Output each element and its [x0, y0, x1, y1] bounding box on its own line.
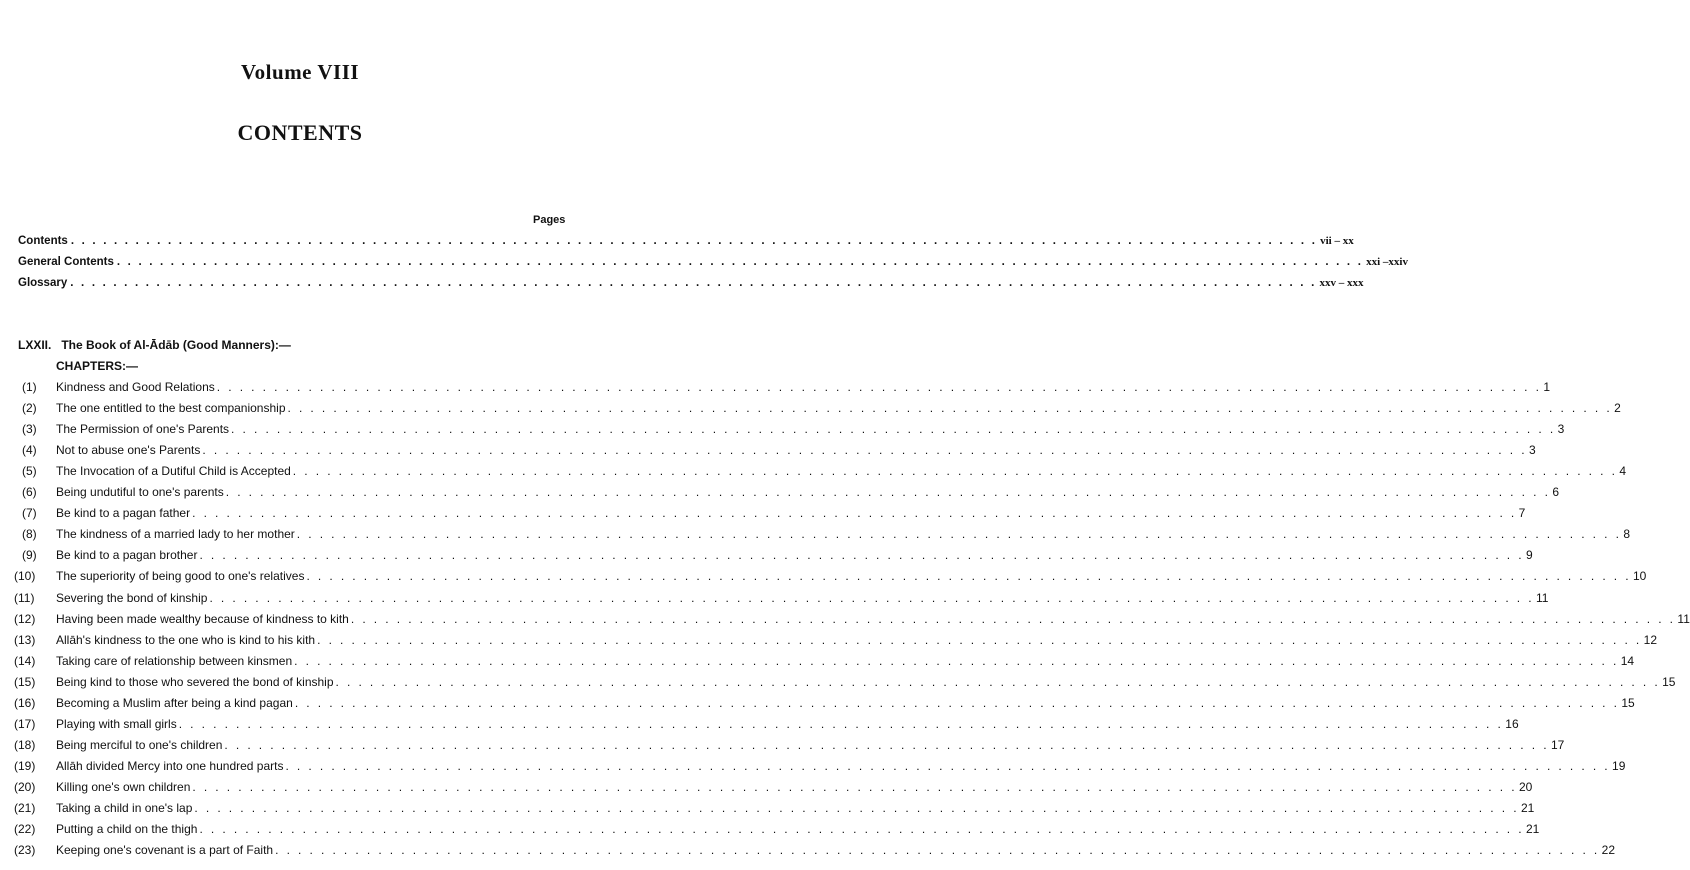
- leader-dots: . . . . . . . . . . . . . . . . . . . . . . . . . . . . . . . . . . . . . . . . . . . . . . . . . . . . . . . . . . . . . . . . . . . . . . . . . . . . . . . . . . . . . . . . . . . . . . . . . . . . . . . . . . . . . . . . . . . .: [292, 464, 1618, 479]
- chapter-title: Killing one's own children: [56, 779, 191, 794]
- chapter-row: [14, 590, 1549, 612]
- front-matter-row: [18, 256, 1408, 276]
- front-matter-pages: vii – xx: [1320, 235, 1354, 247]
- chapter-page: 11: [1677, 611, 1690, 626]
- chapter-number: (17): [14, 716, 36, 731]
- chapter-number: (10): [14, 569, 36, 584]
- contents-title: CONTENTS: [237, 120, 363, 145]
- volume-title: Volume VIII: [240, 60, 360, 84]
- chapter-title: The one entitled to the best companionship: [56, 401, 286, 416]
- leader-dots: . . . . . . . . . . . . . . . . . . . . . . . . . . . . . . . . . . . . . . . . . . . . . . . . . . . . . . . . . . . . . . . . . . . . . . . . . . . . . . . . . . . . . . . . . . . . . . . . . . . . . . . . . . . . . . . . . . . .: [199, 548, 1524, 563]
- chapter-row: [14, 653, 1635, 675]
- chapter-page: 7: [1518, 506, 1526, 521]
- leader-dots: . . . . . . . . . . . . . . . . . . . . . . . . . . . . . . . . . . . . . . . . . . . . . . . . . . . . . . . . . . . . . . . . . . . . . . . . . . . . . . . . . . . . . . . . . . . . . . . . . . . . . . . . . . . . . . . . . . . .: [209, 590, 1534, 605]
- chapter-number: (2): [22, 401, 37, 416]
- chapter-number: (8): [22, 527, 37, 542]
- chapter-title: Being kind to those who severed the bond of kinship: [56, 674, 334, 689]
- chapter-page: 6: [1552, 485, 1559, 500]
- chapter-title: Taking a child in one's lap: [56, 801, 193, 815]
- chapter-page: 17: [1550, 737, 1565, 752]
- chapter-title: The Invocation of a Dutiful Child is Accepted: [56, 464, 291, 479]
- chapter-number: (19): [14, 758, 36, 773]
- chapter-title: Playing with small girls: [56, 716, 177, 731]
- leader-dots: . . . . . . . . . . . . . . . . . . . . . . . . . . . . . . . . . . . . . . . . . . . . . . . . . . . . . . . . . . . . . . . . . . . . . . . . . . . . . . . . . . . . . . . . . . . . . . . . . . . . . . . . . . . . . . . . . . . .: [70, 277, 1317, 289]
- chapters-heading: CHAPTERS:—: [56, 359, 139, 373]
- book-heading: [18, 338, 291, 352]
- chapter-row: [14, 758, 1626, 780]
- chapter-page: 22: [1601, 843, 1616, 858]
- chapter-row: [14, 485, 1559, 506]
- chapter-title: The Permission of one's Parents: [56, 422, 230, 437]
- chapter-page: 12: [1643, 632, 1658, 647]
- chapter-row: [14, 716, 1519, 738]
- leader-dots: . . . . . . . . . . . . . . . . . . . . . . . . . . . . . . . . . . . . . . . . . . . . . . . . . . . . . . . . . . . . . . . . . . . . . . . . . . . . . . . . . . . . . . . . . . . . . . . . . . . . . . . . . . . . . . . . . . . .: [296, 527, 1622, 542]
- leader-dots: . . . . . . . . . . . . . . . . . . . . . . . . . . . . . . . . . . . . . . . . . . . . . . . . . . . . . . . . . . . . . . . . . . . . . . . . . . . . . . . . . . . . . . . . . . . . . . . . . . . . . . . . . . . . . . . . . . . .: [287, 401, 1613, 416]
- chapter-number: (12): [14, 611, 36, 626]
- chapter-title: Being merciful to one's children: [56, 737, 223, 752]
- chapter-title: Having been made wealthy because of kindness to kith: [56, 611, 349, 626]
- front-matter-pages: xxi –xxiv: [1366, 256, 1408, 268]
- chapter-row: [14, 380, 1551, 401]
- chapter-row: [14, 801, 1535, 822]
- chapter-number: (7): [22, 506, 37, 521]
- leader-dots: . . . . . . . . . . . . . . . . . . . . . . . . . . . . . . . . . . . . . . . . . . . . . . . . . . . . . . . . . . . . . . . . . . . . . . . . . . . . . . . . . . . . . . . . . . . . . . . . . . . . . . . . . . . . . . . . . . . .: [216, 380, 1542, 394]
- chapter-page: 8: [1623, 527, 1631, 542]
- chapter-title: Being undutiful to one's parents: [56, 485, 224, 500]
- chapter-number: (1): [22, 380, 37, 394]
- chapter-title: Kindness and Good Relations: [56, 380, 215, 394]
- chapter-page: 3: [1528, 443, 1536, 458]
- chapter-page: 15: [1621, 695, 1635, 710]
- leader-dots: . . . . . . . . . . . . . . . . . . . . . . . . . . . . . . . . . . . . . . . . . . . . . . . . . . . . . . . . . . . . . . . . . . . . . . . . . . . . . . . . . . . . . . . . . . . . . . . . . . . . . . . . . . . . . . . . . . . .: [178, 716, 1504, 731]
- chapter-number: (18): [14, 737, 36, 752]
- chapter-number: (4): [22, 443, 37, 458]
- chapter-title: Putting a child on the thigh: [56, 822, 198, 837]
- chapter-row: [14, 632, 1658, 654]
- chapter-title: Taking care of relationship between kinsmen: [56, 653, 293, 668]
- front-matter-row: [18, 235, 1354, 255]
- chapter-row: [14, 527, 1631, 548]
- chapter-row: [14, 569, 1647, 590]
- leader-dots: . . . . . . . . . . . . . . . . . . . . . . . . . . . . . . . . . . . . . . . . . . . . . . . . . . . . . . . . . . . . . . . . . . . . . . . . . . . . . . . . . . . . . . . . . . . . . . . . . . . . . . . . . . . . . . . . . . . .: [350, 611, 1676, 626]
- chapter-row: [14, 822, 1540, 843]
- chapter-title: Allāh's kindness to the one who is kind to his kith: [56, 632, 316, 647]
- leader-dots: . . . . . . . . . . . . . . . . . . . . . . . . . . . . . . . . . . . . . . . . . . . . . . . . . . . . . . . . . . . . . . . . . . . . . . . . . . . . . . . . . . . . . . . . . . . . . . . . . . . . . . . . . . . . . . . . . . . .: [294, 653, 1619, 668]
- chapter-row: [14, 674, 1676, 696]
- leader-dots: . . . . . . . . . . . . . . . . . . . . . . . . . . . . . . . . . . . . . . . . . . . . . . . . . . . . . . . . . . . . . . . . . . . . . . . . . . . . . . . . . . . . . . . . . . . . . . . . . . . . . . . . . . . . . . . . . . . .: [335, 674, 1661, 689]
- chapter-page: 3: [1557, 422, 1565, 437]
- front-matter-label: Glossary: [18, 277, 68, 289]
- chapter-number: (16): [14, 695, 36, 710]
- chapter-number: (14): [14, 653, 36, 668]
- chapter-page: 9: [1526, 548, 1533, 563]
- leader-dots: . . . . . . . . . . . . . . . . . . . . . . . . . . . . . . . . . . . . . . . . . . . . . . . . . . . . . . . . . . . . . . . . . . . . . . . . . . . . . . . . . . . . . . . . . . . . . . . . . . . . . . . . . . . . . . . . . . . .: [194, 801, 1519, 815]
- chapter-page: 16: [1505, 716, 1519, 731]
- chapter-number: (5): [22, 464, 37, 479]
- chapter-number: (15): [14, 674, 36, 689]
- chapter-title: Be kind to a pagan father: [56, 506, 191, 521]
- chapter-title: Not to abuse one's Parents: [56, 443, 201, 458]
- chapter-title: The kindness of a married lady to her mother: [56, 527, 295, 542]
- book-number: LXXII.: [18, 338, 52, 352]
- chapter-number: (9): [22, 548, 37, 563]
- leader-dots: . . . . . . . . . . . . . . . . . . . . . . . . . . . . . . . . . . . . . . . . . . . . . . . . . . . . . . . . . . . . . . . . . . . . . . . . . . . . . . . . . . . . . . . . . . . . . . . . . . . . . . . . . . . . . . . . . . . .: [317, 632, 1642, 647]
- chapter-number: (21): [14, 801, 36, 815]
- chapter-title: Becoming a Muslim after being a kind pagan: [56, 695, 293, 710]
- chapter-page: 21: [1526, 822, 1540, 837]
- chapter-number: (23): [14, 843, 36, 858]
- leader-dots: . . . . . . . . . . . . . . . . . . . . . . . . . . . . . . . . . . . . . . . . . . . . . . . . . . . . . . . . . . . . . . . . . . . . . . . . . . . . . . . . . . . . . . . . . . . . . . . . . . . . . . . . . . . . . . . . . . . .: [199, 822, 1524, 837]
- chapter-row: [14, 843, 1616, 864]
- chapter-title: Allāh divided Mercy into one hundred parts: [56, 758, 284, 773]
- leader-dots: . . . . . . . . . . . . . . . . . . . . . . . . . . . . . . . . . . . . . . . . . . . . . . . . . . . . . . . . . . . . . . . . . . . . . . . . . . . . . . . . . . . . . . . . . . . . . . . . . . . . . . . . . . . . . . . . . . . .: [224, 737, 1549, 752]
- leader-dots: . . . . . . . . . . . . . . . . . . . . . . . . . . . . . . . . . . . . . . . . . . . . . . . . . . . . . . . . . . . . . . . . . . . . . . . . . . . . . . . . . . . . . . . . . . . . . . . . . . . . . . . . . . . . . . . . . . . .: [231, 422, 1556, 437]
- chapter-number: (20): [14, 779, 36, 794]
- chapter-page: 10: [1633, 569, 1647, 584]
- chapter-title: Be kind to a pagan brother: [56, 548, 198, 563]
- chapter-number: (6): [22, 485, 37, 500]
- front-matter-pages: xxv – xxx: [1319, 277, 1364, 289]
- leader-dots: . . . . . . . . . . . . . . . . . . . . . . . . . . . . . . . . . . . . . . . . . . . . . . . . . . . . . . . . . . . . . . . . . . . . . . . . . . . . . . . . . . . . . . . . . . . . . . . . . . . . . . . . . . . . . . . . . . . .: [225, 485, 1551, 500]
- chapter-page: 2: [1614, 401, 1621, 416]
- leader-dots: . . . . . . . . . . . . . . . . . . . . . . . . . . . . . . . . . . . . . . . . . . . . . . . . . . . . . . . . . . . . . . . . . . . . . . . . . . . . . . . . . . . . . . . . . . . . . . . . . . . . . . . . . . . . . . . . . . . .: [202, 443, 1527, 458]
- chapter-page: 19: [1612, 758, 1626, 773]
- chapter-page: 4: [1619, 464, 1627, 479]
- chapter-title: Severing the bond of kinship: [56, 590, 208, 605]
- leader-dots: . . . . . . . . . . . . . . . . . . . . . . . . . . . . . . . . . . . . . . . . . . . . . . . . . . . . . . . . . . . . . . . . . . . . . . . . . . . . . . . . . . . . . . . . . . . . . . . . . . . . . . . . . . . . . . . . . . . .: [275, 843, 1600, 858]
- leader-dots: . . . . . . . . . . . . . . . . . . . . . . . . . . . . . . . . . . . . . . . . . . . . . . . . . . . . . . . . . . . . . . . . . . . . . . . . . . . . . . . . . . . . . . . . . . . . . . . . . . . . . . . . . . . . . . . . . . . .: [294, 695, 1620, 710]
- chapter-number: (13): [14, 632, 36, 647]
- leader-dots: . . . . . . . . . . . . . . . . . . . . . . . . . . . . . . . . . . . . . . . . . . . . . . . . . . . . . . . . . . . . . . . . . . . . . . . . . . . . . . . . . . . . . . . . . . . . . . . . . . . . . . . . . . . . . . . . . . . .: [116, 256, 1364, 268]
- chapter-title: Keeping one's covenant is a part of Faith: [56, 843, 274, 858]
- pages-column-header: Pages: [533, 214, 566, 226]
- front-matter-label: General Contents: [18, 256, 114, 268]
- chapter-row: [14, 401, 1621, 422]
- chapter-page: 14: [1620, 653, 1635, 668]
- leader-dots: . . . . . . . . . . . . . . . . . . . . . . . . . . . . . . . . . . . . . . . . . . . . . . . . . . . . . . . . . . . . . . . . . . . . . . . . . . . . . . . . . . . . . . . . . . . . . . . . . . . . . . . . . . . . . . . . . . . .: [70, 235, 1318, 247]
- leader-dots: . . . . . . . . . . . . . . . . . . . . . . . . . . . . . . . . . . . . . . . . . . . . . . . . . . . . . . . . . . . . . . . . . . . . . . . . . . . . . . . . . . . . . . . . . . . . . . . . . . . . . . . . . . . . . . . . . . . .: [306, 569, 1631, 584]
- chapter-page: 21: [1520, 801, 1535, 815]
- chapter-row: [14, 779, 1533, 801]
- chapter-number: (11): [14, 590, 35, 605]
- chapter-page: 20: [1518, 779, 1533, 794]
- chapter-number: (3): [22, 422, 37, 437]
- leader-dots: . . . . . . . . . . . . . . . . . . . . . . . . . . . . . . . . . . . . . . . . . . . . . . . . . . . . . . . . . . . . . . . . . . . . . . . . . . . . . . . . . . . . . . . . . . . . . . . . . . . . . . . . . . . . . . . . . . . .: [192, 779, 1517, 794]
- chapter-row: [14, 506, 1526, 527]
- leader-dots: . . . . . . . . . . . . . . . . . . . . . . . . . . . . . . . . . . . . . . . . . . . . . . . . . . . . . . . . . . . . . . . . . . . . . . . . . . . . . . . . . . . . . . . . . . . . . . . . . . . . . . . . . . . . . . . . . . . .: [285, 758, 1611, 773]
- front-matter-label: Contents: [18, 235, 68, 247]
- chapter-page: 1: [1543, 380, 1551, 394]
- chapter-row: [14, 464, 1627, 485]
- chapter-row: [14, 443, 1536, 464]
- chapter-row: [14, 695, 1635, 717]
- chapter-title: The superiority of being good to one's relatives: [56, 569, 305, 584]
- chapter-row: [14, 548, 1533, 569]
- leader-dots: . . . . . . . . . . . . . . . . . . . . . . . . . . . . . . . . . . . . . . . . . . . . . . . . . . . . . . . . . . . . . . . . . . . . . . . . . . . . . . . . . . . . . . . . . . . . . . . . . . . . . . . . . . . . . . . . . . . .: [192, 506, 1517, 521]
- chapter-row: [14, 422, 1565, 443]
- chapter-row: [14, 611, 1690, 633]
- chapter-number: (22): [14, 822, 36, 837]
- chapter-page: 11: [1536, 590, 1549, 605]
- book-title: The Book of Al-Ādāb (Good Manners):—: [61, 338, 291, 352]
- front-matter-row: [18, 277, 1364, 297]
- chapter-row: [14, 737, 1565, 759]
- chapter-page: 15: [1662, 674, 1676, 689]
